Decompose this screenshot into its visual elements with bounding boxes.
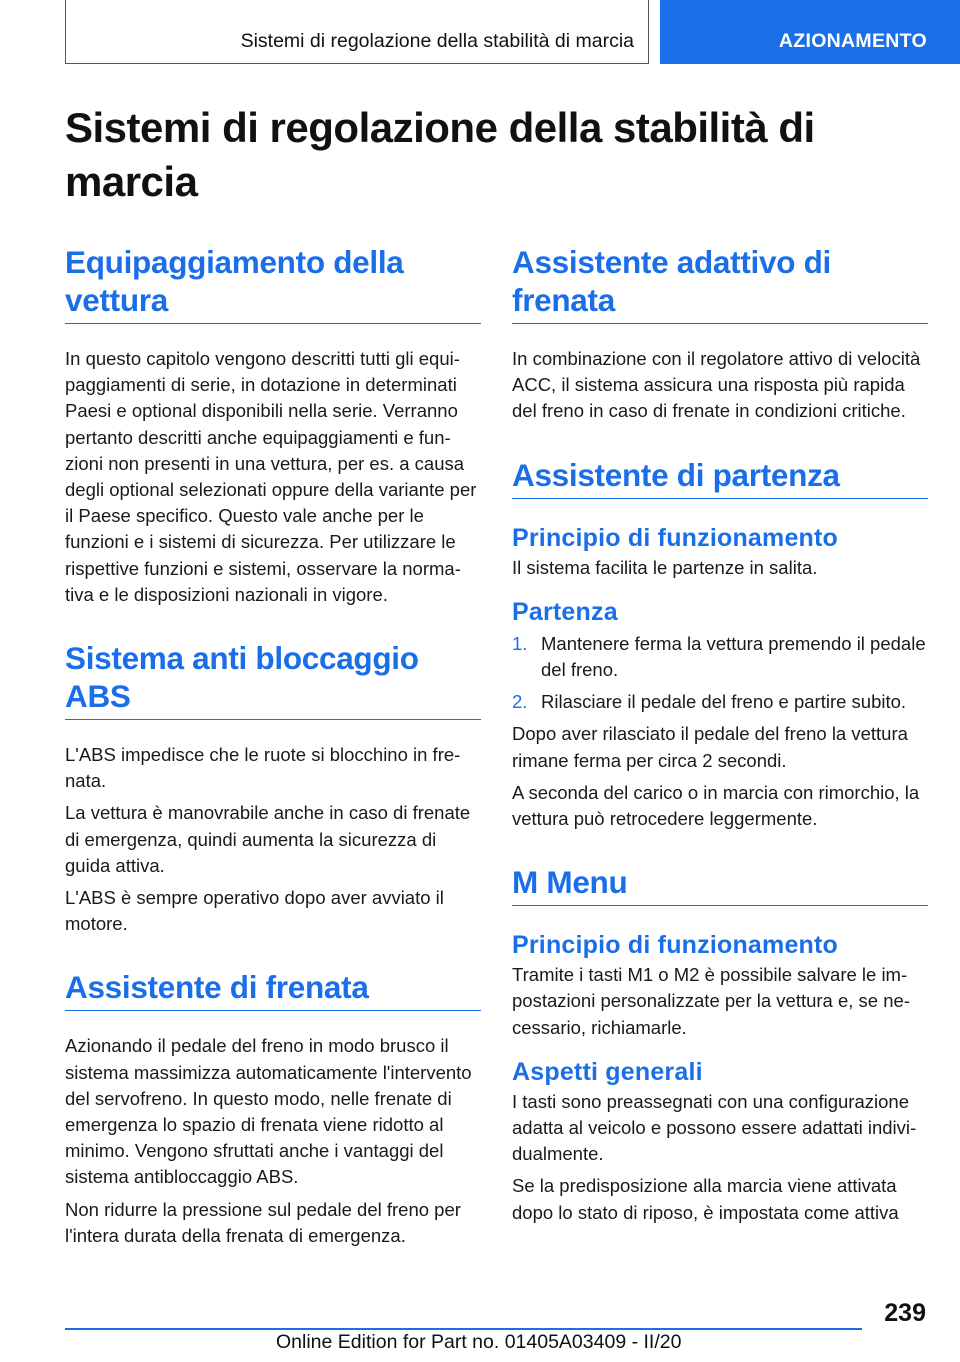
paragraph-abs-1: L'ABS impedisce che le ruote si blocchino in frenata. (65, 744, 461, 792)
footer-divider (65, 1328, 862, 1330)
header-section-title: Sistemi di regolazione della stabilità di marcia (240, 30, 634, 52)
footer-edition: Online Edition for Part no. 01405A03409 - II/20 (276, 1331, 682, 1353)
paragraph-start-1: Dopo aver rilasciato il pedale del freno la vettura rimane ferma per circa 2 secondi. (512, 723, 908, 771)
header-chapter-tab[interactable] (660, 0, 960, 64)
section-abs (65, 639, 481, 937)
paragraph-abs-3: L'ABS è sempre operativo dopo aver avviato il motore. (65, 887, 444, 935)
departure-steps (512, 631, 928, 716)
section-start-assist (512, 456, 928, 833)
paragraph-brake-assist-1: Azionando il pedale del freno in modo brusco il sistema massimizza automaticamente l'intervento del servofreno. In questo modo, nelle frenate di emergenza lo spazio di frenata viene ridotto al minimo. Vengono sfruttati anche i vantaggi del sistema antibloccaggio ABS. (65, 1035, 472, 1188)
paragraph-brake-assist-2: Non ridurre la pressione sul pedale del freno per l'intera durata della frenata di emergenza. (65, 1198, 461, 1246)
right-column (512, 243, 928, 1226)
step-number: 1. (512, 632, 528, 654)
step-text: Rilasciare il pedale del freno e partire subito. (541, 691, 907, 713)
subheading-m-principle: Principio di funzionamento (512, 931, 839, 960)
paragraph-adaptive-brake: In combinazione con il regolatore attivo di velocità ACC, il sistema assicura una risposta più rapida del freno in caso di frenate in condizioni critiche. (512, 348, 921, 422)
paragraph-start-principle: Il sistema facilita le partenze in salita. (512, 556, 818, 578)
section-brake-assist (65, 968, 481, 1249)
heading-adaptive-brake: Assistente adattivo di frenata (512, 243, 928, 324)
paragraph-general-2: Se la predisposizione alla marcia viene attivata dopo lo stato di riposo, è impostata come attiva (512, 1175, 899, 1223)
heading-start-assist: Assistente di partenza (512, 456, 928, 499)
section-adaptive-brake (512, 243, 928, 425)
paragraph-equipment: In questo capitolo vengono descritti tutti gli equipaggiamenti di serie, in dotazione in determinati Paesi e optional disponibili nella serie. Verranno pertanto descritti anche equipaggiamenti e funzioni non presenti in una vettura, per es. a causa degli optional selezionati oppure della variante per il Paese specifico. Questo vale anche per le funzioni e i sistemi di sicurezza. Per utilizzare le rispettive funzioni e sistemi, osservare la normativa e le disposizioni nazionali in vigore. (65, 348, 477, 605)
paragraph-general-1: I tasti sono preassegnati con una configurazione adatta al veicolo e possono essere adattati individualmente. (512, 1090, 917, 1165)
heading-abs: Sistema anti bloccaggio ABS (65, 639, 481, 720)
subheading-departure: Partenza (512, 597, 618, 626)
header-chapter-label: AZIONAMENTO (778, 30, 927, 52)
subheading-start-principle: Principio di funzionamento (512, 523, 839, 552)
paragraph-abs-2: La vettura è manovrabile anche in caso di frenate di emergenza, quindi aumenta la sicurezza di guida attiva. (65, 802, 471, 876)
heading-m-menu: M Menu (512, 863, 928, 906)
step-number: 2. (512, 691, 528, 713)
subheading-general: Aspetti generali (512, 1057, 703, 1086)
heading-equipment: Equipaggiamento della vettura (65, 243, 481, 324)
page-title: Sistemi di regolazione della stabilità di marcia (65, 104, 815, 205)
step-text: Mantenere ferma la vettura premendo il pedale del freno. (541, 632, 926, 681)
section-m-menu (512, 863, 928, 1226)
page-number: 239 (884, 1299, 926, 1327)
left-column (65, 243, 481, 1249)
paragraph-m-principle: Tramite i tasti M1 o M2 è possibile salvare le impostazioni personalizzate per la vettura e, se necessario, richiamarle. (512, 964, 910, 1038)
header-section-box (65, 0, 649, 64)
section-equipment (65, 243, 481, 608)
paragraph-start-2: A seconda del carico o in marcia con rimorchio, la vettura può retrocedere leggermente. (512, 781, 920, 830)
list-item (512, 631, 928, 683)
heading-brake-assist: Assistente di frenata (65, 968, 481, 1011)
list-item (512, 689, 928, 715)
